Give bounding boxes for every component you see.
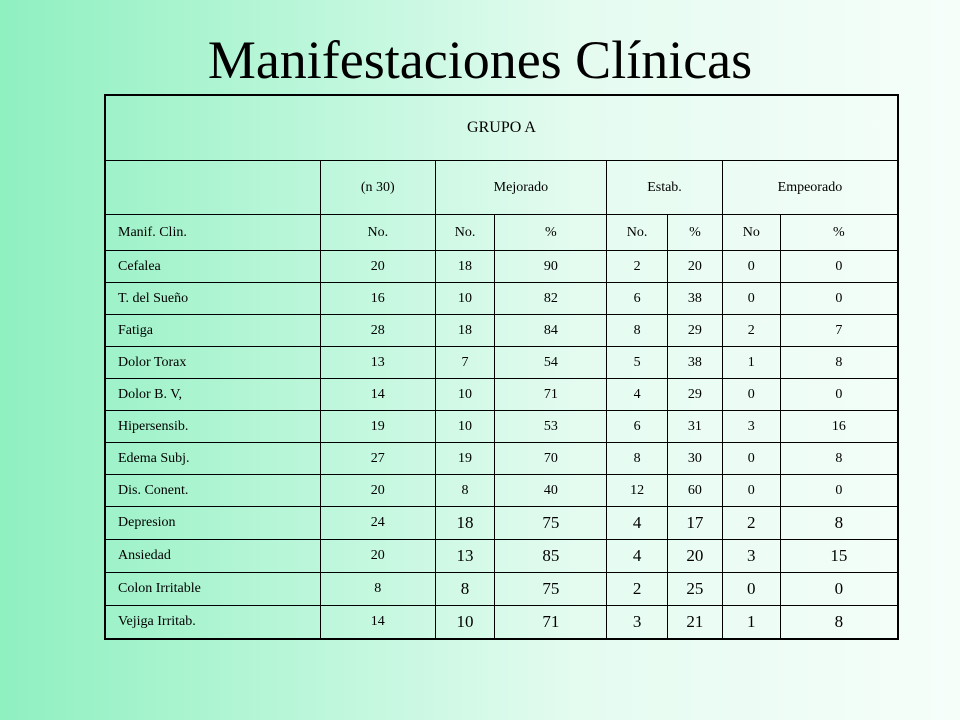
table-cell: 38 <box>668 347 723 379</box>
table-cell: 18 <box>435 507 495 540</box>
table-cell: 10 <box>435 379 495 411</box>
table-cell: 15 <box>780 540 898 573</box>
table-cell: 70 <box>495 443 607 475</box>
table-cell: 8 <box>607 443 668 475</box>
column-header: % <box>495 215 607 251</box>
table-cell: 3 <box>722 411 780 443</box>
table-cell: 4 <box>607 507 668 540</box>
table-cell: 2 <box>607 573 668 606</box>
column-header-manif: Manif. Clin. <box>105 215 320 251</box>
table-cell: 1 <box>722 347 780 379</box>
subheader-empeorado: Empeorado <box>722 161 898 215</box>
table-cell: 19 <box>435 443 495 475</box>
table-row <box>105 573 898 606</box>
table-cell: 24 <box>320 507 435 540</box>
table-cell: 25 <box>668 573 723 606</box>
table-cell: 0 <box>722 475 780 507</box>
table-cell: 8 <box>780 507 898 540</box>
table-cell: 75 <box>495 573 607 606</box>
row-label: Edema Subj. <box>105 443 320 475</box>
table-cell: 1 <box>722 606 780 640</box>
table-cell: 10 <box>435 606 495 640</box>
table-cell: 28 <box>320 315 435 347</box>
table-row <box>105 347 898 379</box>
table-cell: 10 <box>435 411 495 443</box>
table-cell: 13 <box>320 347 435 379</box>
table-cell: 30 <box>668 443 723 475</box>
table-cell: 4 <box>607 540 668 573</box>
slide-title: Manifestaciones Clínicas <box>207 30 753 90</box>
table-cell: 16 <box>320 283 435 315</box>
row-label: Dis. Conent. <box>105 475 320 507</box>
table-cell: 8 <box>780 347 898 379</box>
table-cell: 5 <box>607 347 668 379</box>
table-cell: 8 <box>780 443 898 475</box>
table-cell: 0 <box>722 573 780 606</box>
table-cell: 0 <box>780 283 898 315</box>
table-cell: 29 <box>668 379 723 411</box>
table-cell: 40 <box>495 475 607 507</box>
subheader-estab: Estab. <box>607 161 723 215</box>
table-cell: 53 <box>495 411 607 443</box>
table-cell: 3 <box>722 540 780 573</box>
row-label: Dolor Torax <box>105 347 320 379</box>
table-cell: 90 <box>495 251 607 283</box>
table-cell: 20 <box>320 475 435 507</box>
table-row <box>105 507 898 540</box>
column-header-row <box>105 215 898 251</box>
table-cell: 0 <box>722 379 780 411</box>
table-cell: 16 <box>780 411 898 443</box>
table-row <box>105 251 898 283</box>
subheader-mejorado: Mejorado <box>435 161 607 215</box>
table-cell: 8 <box>320 573 435 606</box>
table-cell: 0 <box>722 251 780 283</box>
table-cell: 7 <box>780 315 898 347</box>
table-cell: 71 <box>495 606 607 640</box>
table-cell: 2 <box>607 251 668 283</box>
table-cell: 84 <box>495 315 607 347</box>
table-cell: 18 <box>435 315 495 347</box>
table-cell: 19 <box>320 411 435 443</box>
column-header: No. <box>320 215 435 251</box>
column-header: No <box>722 215 780 251</box>
column-header: No. <box>607 215 668 251</box>
table-cell: 38 <box>668 283 723 315</box>
subheader-row <box>105 161 898 215</box>
table-cell: 85 <box>495 540 607 573</box>
table-cell: 18 <box>435 251 495 283</box>
column-header: % <box>780 215 898 251</box>
table-cell: 14 <box>320 606 435 640</box>
table-cell: 29 <box>668 315 723 347</box>
table-cell: 31 <box>668 411 723 443</box>
table-cell: 21 <box>668 606 723 640</box>
table-cell: 4 <box>607 379 668 411</box>
table-cell: 0 <box>780 379 898 411</box>
table-cell: 3 <box>607 606 668 640</box>
row-label: Dolor B. V, <box>105 379 320 411</box>
table-row <box>105 540 898 573</box>
row-label: T. del Sueño <box>105 283 320 315</box>
table-cell: 8 <box>607 315 668 347</box>
table-row <box>105 411 898 443</box>
table-cell: 54 <box>495 347 607 379</box>
table-cell: 71 <box>495 379 607 411</box>
table-cell: 0 <box>780 573 898 606</box>
table-cell: 12 <box>607 475 668 507</box>
row-label: Hipersensib. <box>105 411 320 443</box>
table-cell: 13 <box>435 540 495 573</box>
table-cell: 14 <box>320 379 435 411</box>
table-cell: 20 <box>668 540 723 573</box>
table-cell: 8 <box>780 606 898 640</box>
row-label: Depresion <box>105 507 320 540</box>
table-row <box>105 379 898 411</box>
table-cell: 75 <box>495 507 607 540</box>
subheader-n: (n 30) <box>320 161 435 215</box>
table-cell: 8 <box>435 573 495 606</box>
table-cell: 60 <box>668 475 723 507</box>
table-cell: 6 <box>607 283 668 315</box>
table-cell: 20 <box>320 540 435 573</box>
table-cell: 0 <box>722 443 780 475</box>
clinical-manifestations-table <box>104 94 899 640</box>
table-row <box>105 443 898 475</box>
table-cell: 6 <box>607 411 668 443</box>
table-cell: 8 <box>435 475 495 507</box>
table-cell: 0 <box>780 475 898 507</box>
group-label: GRUPO A <box>105 95 898 161</box>
table-cell: 10 <box>435 283 495 315</box>
table-cell: 17 <box>668 507 723 540</box>
table-row <box>105 315 898 347</box>
table-cell: 7 <box>435 347 495 379</box>
subheader-blank <box>105 161 320 215</box>
table-cell: 2 <box>722 315 780 347</box>
table-row <box>105 283 898 315</box>
table-cell: 82 <box>495 283 607 315</box>
column-header: % <box>668 215 723 251</box>
table-cell: 0 <box>780 251 898 283</box>
table-cell: 20 <box>668 251 723 283</box>
column-header: No. <box>435 215 495 251</box>
row-label: Ansiedad <box>105 540 320 573</box>
group-header-row <box>105 95 898 161</box>
table-cell: 0 <box>722 283 780 315</box>
table-row <box>105 475 898 507</box>
table-row <box>105 606 898 640</box>
table-cell: 27 <box>320 443 435 475</box>
row-label: Cefalea <box>105 251 320 283</box>
row-label: Vejiga Irritab. <box>105 606 320 640</box>
row-label: Fatiga <box>105 315 320 347</box>
table-cell: 20 <box>320 251 435 283</box>
row-label: Colon Irritable <box>105 573 320 606</box>
table-cell: 2 <box>722 507 780 540</box>
